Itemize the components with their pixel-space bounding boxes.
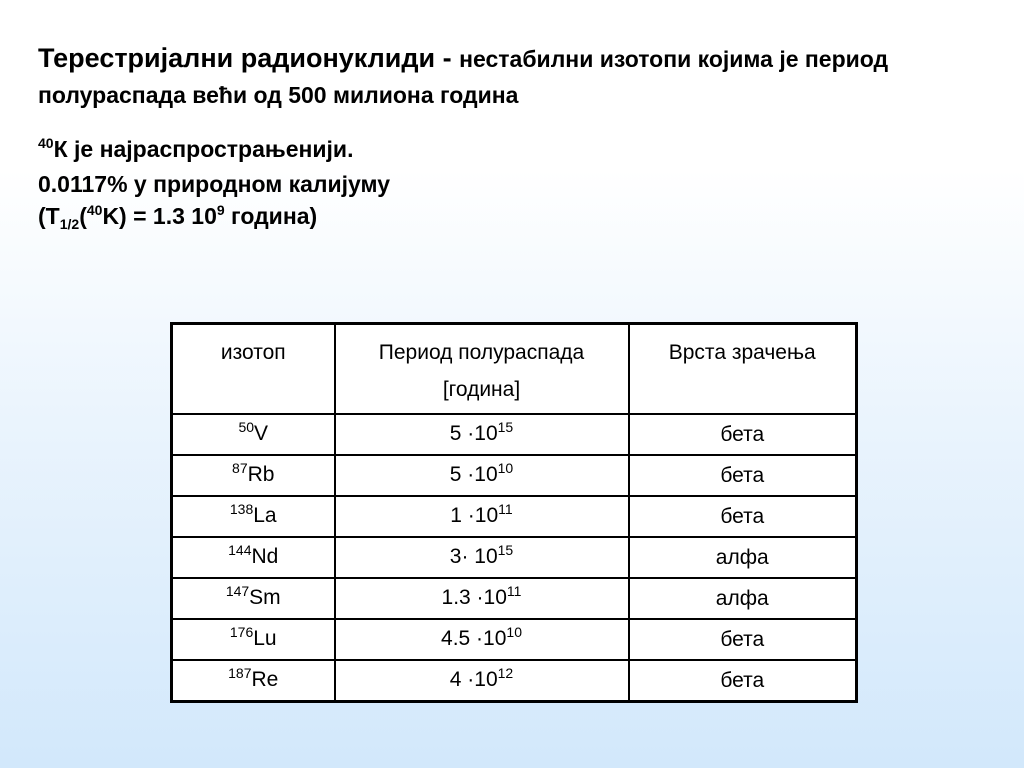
isotope-cell — [172, 578, 335, 619]
mass-number: 50 — [238, 419, 255, 435]
table-row — [172, 619, 857, 660]
half-life-base: 5 ·10 — [449, 422, 498, 445]
radiation-cell: бета — [629, 660, 857, 702]
halflife-paren: ( — [79, 203, 87, 229]
isotope-cell — [172, 619, 335, 660]
element-symbol: Rb — [247, 463, 275, 486]
half-life-base: 1 ·10 — [450, 504, 499, 527]
table-row — [172, 414, 857, 455]
header-isotope: изотоп — [172, 324, 335, 415]
header-half-life-line-2: [година] — [442, 378, 521, 401]
half-life-cell — [335, 578, 629, 619]
isotope-cell — [172, 455, 335, 496]
half-life-cell — [335, 619, 629, 660]
radionuclide-table — [170, 322, 858, 703]
half-life-base: 1.3 ·10 — [441, 586, 507, 609]
mass-number: 176 — [229, 624, 254, 640]
mass-number: 144 — [228, 542, 252, 558]
radiation-cell: алфа — [629, 578, 857, 619]
element-symbol: Re — [251, 668, 279, 691]
halflife-open: (T — [38, 203, 60, 229]
table-row — [172, 537, 857, 578]
isotope-cell — [172, 496, 335, 537]
k40-text: К је најраспрострањенији. — [53, 136, 354, 162]
half-life-exponent: 10 — [506, 624, 522, 640]
half-life-cell — [335, 455, 629, 496]
table-row — [172, 496, 857, 537]
half-life-cell — [335, 496, 629, 537]
half-life-cell — [335, 414, 629, 455]
half-life-exponent: 10 — [497, 460, 514, 476]
isotope-cell — [172, 537, 335, 578]
halflife-mass-number: 40 — [86, 202, 103, 218]
half-life-base: 3· 10 — [449, 545, 498, 568]
heading-line-1 — [38, 42, 1008, 79]
element-symbol: La — [253, 504, 277, 527]
half-life-cell — [335, 660, 629, 702]
k40-line — [38, 133, 938, 168]
mass-number: 87 — [232, 460, 248, 476]
radiation-cell: алфа — [629, 537, 857, 578]
heading-lead: Терестријални радионуклиди - — [38, 43, 460, 73]
mass-number: 187 — [228, 665, 252, 681]
table-row — [172, 455, 857, 496]
halflife-exponent: 9 — [216, 202, 225, 218]
radiation-cell: бета — [629, 496, 857, 537]
radiation-cell: бета — [629, 414, 857, 455]
table-row — [172, 660, 857, 702]
half-life-base: 5 ·10 — [449, 463, 498, 486]
element-symbol: Nd — [251, 545, 279, 568]
radiation-cell: бета — [629, 455, 857, 496]
half-life-exponent: 11 — [506, 583, 522, 599]
table-row — [172, 578, 857, 619]
element-symbol: V — [254, 422, 269, 445]
half-life-cell — [335, 537, 629, 578]
header-half-life — [335, 324, 629, 415]
half-life-exponent: 11 — [498, 501, 513, 517]
half-life-base: 4.5 ·10 — [441, 627, 507, 650]
half-life-exponent: 15 — [497, 542, 514, 558]
k40-mass-number: 40 — [38, 135, 54, 151]
element-symbol: Sm — [249, 586, 281, 609]
abundance-line: 0.0117% у природном калијуму — [38, 171, 391, 197]
halflife-subscript: 1/2 — [59, 216, 80, 232]
isotope-cell — [172, 660, 335, 702]
half-life-exponent: 15 — [497, 419, 514, 435]
potassium-facts — [38, 133, 938, 235]
half-life-exponent: 12 — [497, 665, 514, 681]
header-half-life-line-1: Период полураспада — [378, 341, 585, 364]
radiation-cell: бета — [629, 619, 857, 660]
halflife-mid: K) = 1.3 10 — [102, 203, 217, 229]
mass-number: 138 — [229, 501, 254, 517]
halflife-line — [38, 200, 938, 235]
heading-rest-line-2: полураспада већи од 500 милиона година — [38, 82, 519, 108]
half-life-base: 4 ·10 — [449, 668, 498, 691]
heading-rest-line-1: нестабилни изотопи којима је период — [459, 46, 889, 72]
header-radiation: Врста зрачења — [629, 324, 857, 415]
halflife-close: година) — [224, 203, 318, 229]
element-symbol: Lu — [253, 627, 277, 650]
slide-heading — [38, 42, 1008, 111]
isotope-cell — [172, 414, 335, 455]
mass-number: 147 — [225, 583, 250, 599]
table-header-row — [172, 324, 857, 415]
